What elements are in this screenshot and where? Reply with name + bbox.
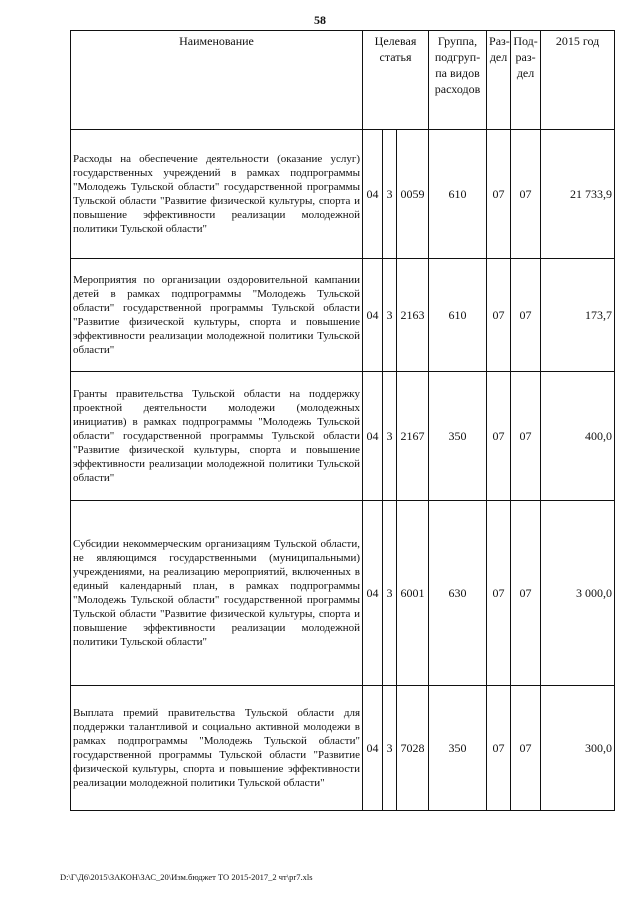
row-name: Выплата премий правительства Тульской области для поддержки талантливой и социально активной молодежи в рамках подпрограммы "Молодежь Тульской области" государственной программы Тульской области "Развитие физической культуры, спорта и повышение эффективности реализации молодежной политики Тульской области" <box>71 686 363 811</box>
row-name: Расходы на обеспечение деятельности (оказание услуг) государственных учреждений в рамках подпрограммы "Молодежь Тульской области" государственной программы Тульской области "Развитие физической культуры, спорта и повышение эффективности реализации молодежной политики Тульской области" <box>71 130 363 259</box>
row-subsection: 07 <box>511 259 541 372</box>
row-section: 07 <box>487 259 511 372</box>
row-target-code-3: 6001 <box>397 501 429 686</box>
row-amount: 3 000,0 <box>541 501 615 686</box>
row-name: Гранты правительства Тульской области на поддержку проектной деятельности молодежи (молодежных инициатив) в рамках подпрограммы "Молодежь Тульской области" государственной программы Тульской области "Развитие физической культуры, спорта и повышение эффективности реализации молодежной политики Тульской области" <box>71 372 363 501</box>
header-section: Раз-дел <box>487 31 511 130</box>
row-name: Субсидии некоммерческим организациям Тульской области, не являющимся государственными (муниципальными) учреждениями, на реализацию мероприятий, включенных в единый календарный план, в рамках подпрограммы "Молодежь Тульской области" государственной программы Тульской области "Развитие физической культуры, спорта и повышение эффективности реализации молодежной политики Тульской области" <box>71 501 363 686</box>
row-section: 07 <box>487 130 511 259</box>
header-target-article: Целевая статья <box>363 31 429 130</box>
row-target-code-3: 2163 <box>397 259 429 372</box>
row-amount: 300,0 <box>541 686 615 811</box>
row-subsection: 07 <box>511 130 541 259</box>
row-target-code-1: 04 <box>363 501 383 686</box>
header-name: Наименование <box>71 31 363 130</box>
header-row <box>71 31 615 130</box>
row-target-code-2: 3 <box>383 686 397 811</box>
row-name: Мероприятия по организации оздоровительной кампании детей в рамках подпрограммы "Молодежь Тульской области" государственной программы Тульской области "Развитие физической культуры, спорта и повышение эффективности реализации молодежной политики Тульской области" <box>71 259 363 372</box>
budget-table <box>70 30 615 811</box>
header-subsection: Под-раз-дел <box>511 31 541 130</box>
row-expense-group: 350 <box>429 372 487 501</box>
row-target-code-2: 3 <box>383 501 397 686</box>
header-year-2015: 2015 год <box>541 31 615 130</box>
table-row <box>71 259 615 372</box>
row-amount: 400,0 <box>541 372 615 501</box>
row-amount: 173,7 <box>541 259 615 372</box>
table-row <box>71 686 615 811</box>
row-expense-group: 610 <box>429 259 487 372</box>
table-row <box>71 501 615 686</box>
header-expense-group: Группа, подгруп-па видов расходов <box>429 31 487 130</box>
row-expense-group: 350 <box>429 686 487 811</box>
row-subsection: 07 <box>511 501 541 686</box>
table-row <box>71 130 615 259</box>
row-target-code-3: 7028 <box>397 686 429 811</box>
row-subsection: 07 <box>511 686 541 811</box>
row-target-code-1: 04 <box>363 130 383 259</box>
row-section: 07 <box>487 372 511 501</box>
row-expense-group: 610 <box>429 130 487 259</box>
row-section: 07 <box>487 501 511 686</box>
row-target-code-3: 0059 <box>397 130 429 259</box>
row-target-code-1: 04 <box>363 686 383 811</box>
page-number: 58 <box>314 13 326 27</box>
row-target-code-1: 04 <box>363 372 383 501</box>
row-section: 07 <box>487 686 511 811</box>
row-subsection: 07 <box>511 372 541 501</box>
file-path-footer: D:\Г\Д6\2015\ЗАКОН\ЗАС_20\Изм.бюджет ТО 2015-2017_2 чт\pr7.xls <box>60 872 313 882</box>
row-target-code-2: 3 <box>383 130 397 259</box>
row-expense-group: 630 <box>429 501 487 686</box>
row-amount: 21 733,9 <box>541 130 615 259</box>
row-target-code-3: 2167 <box>397 372 429 501</box>
table-row <box>71 372 615 501</box>
row-target-code-2: 3 <box>383 259 397 372</box>
row-target-code-1: 04 <box>363 259 383 372</box>
row-target-code-2: 3 <box>383 372 397 501</box>
